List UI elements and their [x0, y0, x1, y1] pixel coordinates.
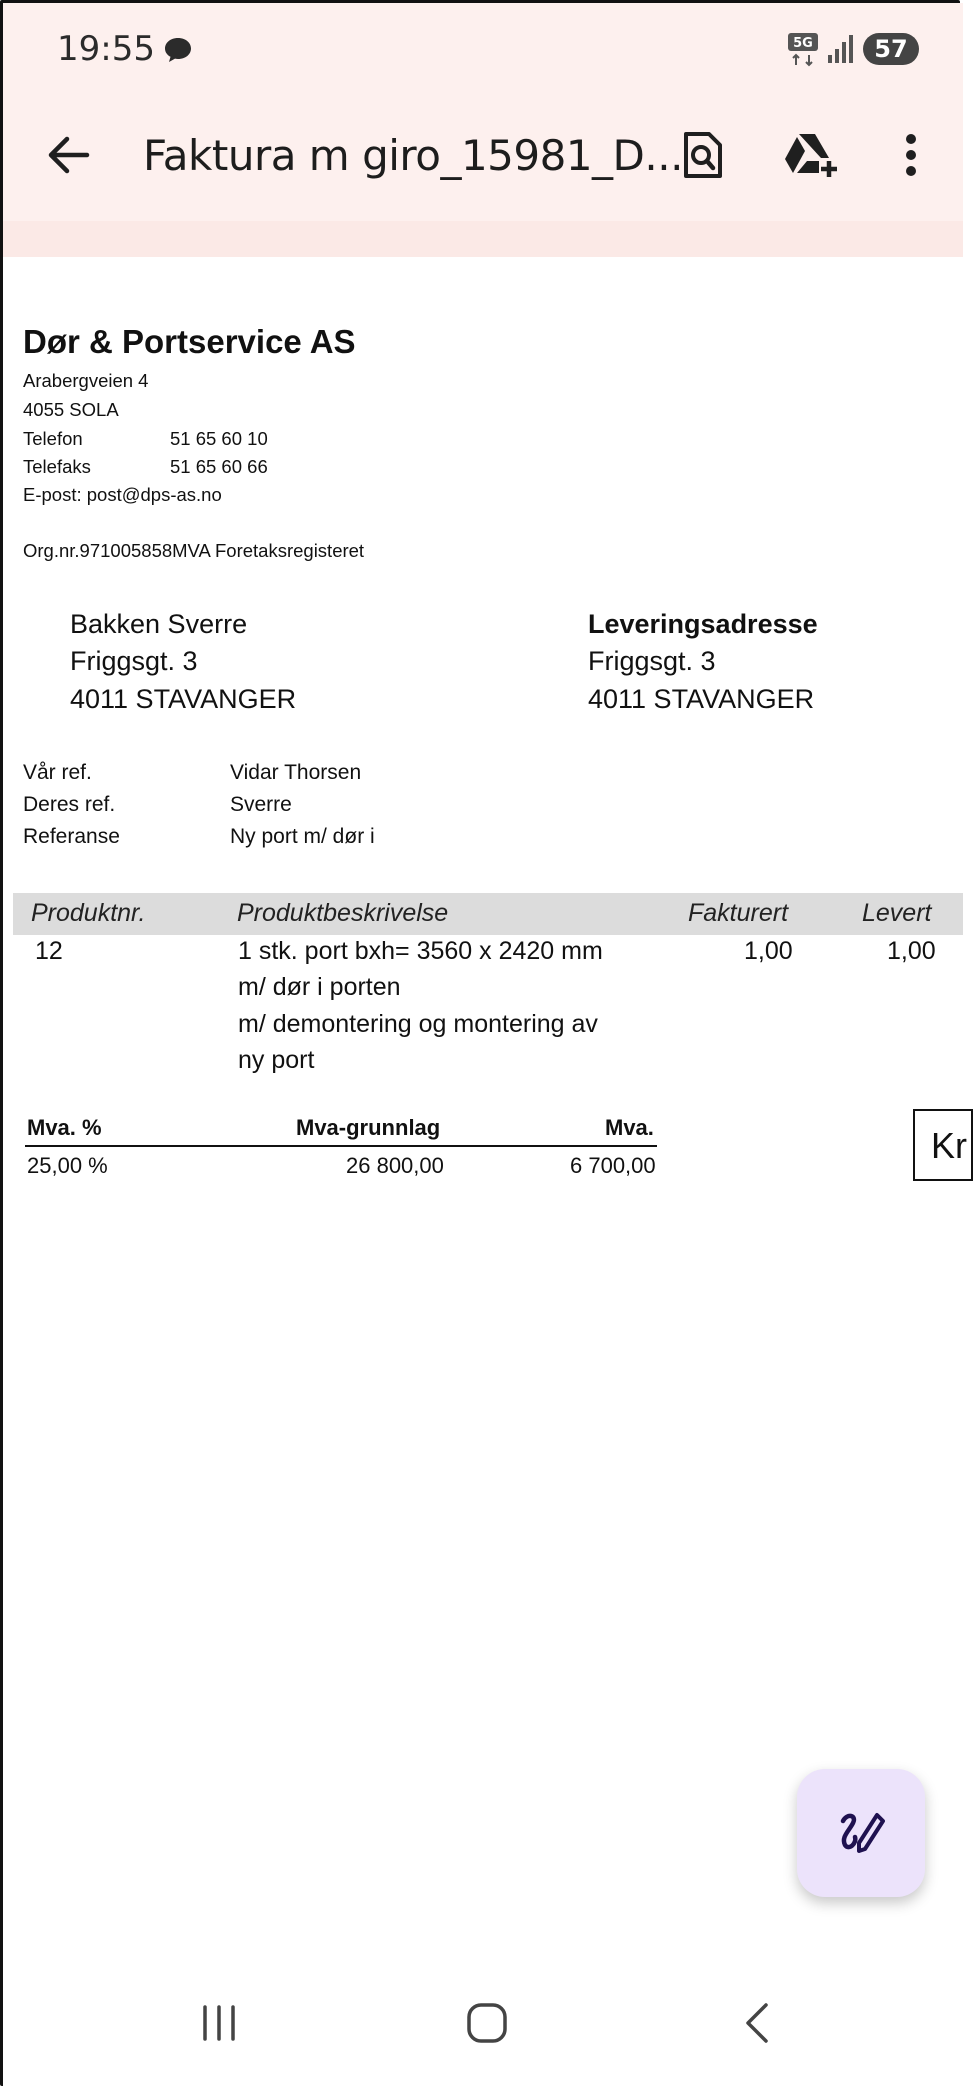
vat-rate-value: 25,00 %	[27, 1153, 108, 1178]
network-label: 5G	[793, 36, 813, 51]
nav-back-button[interactable]	[717, 1991, 797, 2055]
chat-bubble-icon	[163, 35, 193, 65]
our-ref-label: Vår ref.	[23, 761, 92, 784]
fax-label: Telefaks	[23, 456, 91, 477]
customer-city: 4011 STAVANGER	[70, 684, 297, 714]
document-page-gap	[3, 221, 963, 257]
delivery-street: Friggsgt. 3	[588, 646, 716, 676]
company-name: Dør & Portservice AS	[23, 323, 356, 360]
company-postal: 4055 SOLA	[23, 399, 119, 420]
reference-value: Ny port m/ dør i	[230, 825, 375, 848]
vat-rate-header: Mva. %	[27, 1115, 102, 1140]
vat-amount-value: 6 700,00	[570, 1153, 656, 1178]
company-address: Arabergveien 4	[23, 370, 149, 391]
home-icon	[465, 2001, 509, 2045]
product-table-header	[13, 893, 963, 935]
company-email: E-post: post@dps-as.no	[23, 484, 222, 505]
recent-apps-button[interactable]	[179, 1991, 259, 2055]
customer-street: Friggsgt. 3	[70, 646, 198, 676]
their-ref-label: Deres ref.	[23, 793, 116, 816]
home-button[interactable]	[447, 1991, 527, 2055]
delivery-city: 4011 STAVANGER	[588, 684, 815, 714]
more-vert-icon	[903, 133, 919, 177]
add-to-drive-button[interactable]	[779, 123, 843, 187]
edit-pen-icon	[835, 1807, 887, 1859]
phone-value: 51 65 60 10	[170, 428, 268, 449]
customer-name: Bakken Sverre	[70, 609, 248, 639]
add-to-drive-icon	[783, 131, 839, 179]
col-description: Produktbeskrivelse	[237, 899, 449, 927]
search-document-icon	[683, 131, 723, 179]
5g-icon	[787, 32, 819, 66]
our-ref-value: Vidar Thorsen	[230, 761, 362, 784]
reference-label: Referanse	[23, 825, 120, 848]
row-product-no: 12	[35, 937, 63, 965]
app-header	[3, 3, 963, 221]
more-options-button[interactable]	[879, 123, 943, 187]
col-delivered: Levert	[862, 899, 932, 927]
signal-icon	[827, 34, 855, 64]
vat-amount-header: Mva.	[605, 1115, 654, 1140]
row-description-line: m/ dør i porten	[238, 973, 401, 1001]
row-delivered: 1,00	[887, 937, 936, 965]
system-nav-bar	[3, 1957, 963, 2089]
recent-apps-icon	[199, 2003, 239, 2043]
col-invoiced: Fakturert	[688, 899, 789, 927]
vat-basis-value: 26 800,00	[346, 1153, 444, 1178]
org-number: Org.nr.971005858MVA Foretaksregisteret	[23, 540, 365, 561]
row-invoiced: 1,00	[744, 937, 793, 965]
phone-label: Telefon	[23, 428, 83, 449]
invoice-page[interactable]	[3, 257, 967, 1957]
delivery-heading: Leveringsadresse	[588, 609, 818, 639]
vat-basis-header: Mva-grunnlag	[296, 1115, 441, 1140]
battery-icon: 57	[863, 33, 919, 65]
search-in-document-button[interactable]	[671, 123, 735, 187]
status-time: 19:55	[57, 29, 155, 69]
row-description-line: 1 stk. port bxh= 3560 x 2420 mm	[238, 937, 603, 965]
back-icon	[740, 2001, 774, 2045]
row-description-line: ny port	[238, 1046, 315, 1074]
back-arrow-icon	[47, 135, 91, 175]
edit-fab-button[interactable]	[797, 1769, 925, 1897]
row-description-line: m/ demontering og montering av	[238, 1010, 598, 1038]
total-amount-box: Kr	[913, 1109, 973, 1181]
vat-divider	[25, 1145, 657, 1147]
back-button[interactable]	[39, 125, 99, 185]
col-product-no: Produktnr.	[31, 899, 146, 927]
document-title: Faktura m giro_15981_D...	[143, 131, 683, 180]
their-ref-value: Sverre	[230, 793, 292, 816]
fax-value: 51 65 60 66	[170, 456, 268, 477]
status-icons	[787, 31, 919, 67]
